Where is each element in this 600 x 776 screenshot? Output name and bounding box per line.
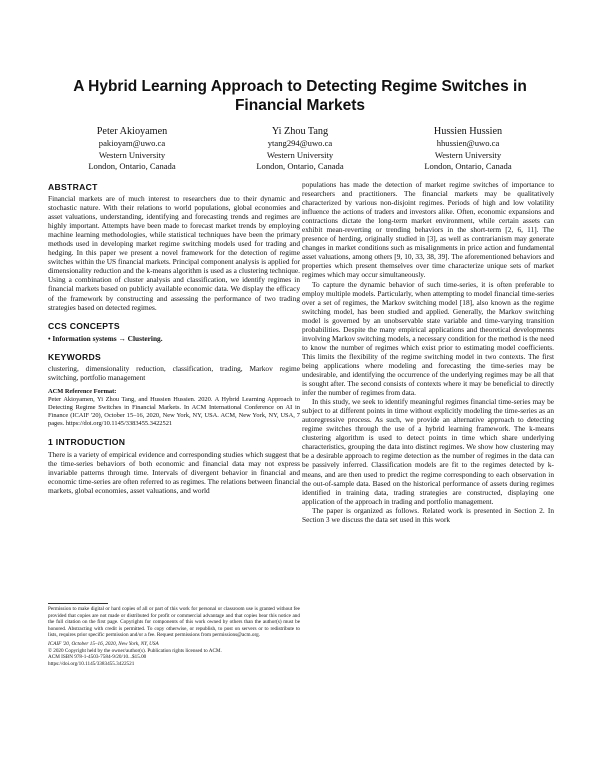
author-email: pakioyam@uwo.ca [98, 138, 166, 148]
ccs-heading: CCS CONCEPTS [48, 320, 120, 331]
intro-paragraph-1: populations has made the detection of market regime switches of importance to researchers and practitioners. The financial markets may be qualitatively characterized by various non-disjoint regimes. Periods of high and low volatility influence the actions of traders and investors alike. Often, economic expansions and contractions dictate the long-term market environment, while certain assets can exhibit mean-reverting or trending behaviors in the short-term [2, 6, 11]. The presence of herding, originally studied in [3], as well as contrarianism may generate changes in market conditions such as misalignments in price action and fundamental asset valuations, among others [9, 10, 33, 38, 39]. The aforementioned behaviors and properties which present themselves over time characterize unique sets of market regimes which may occur simultaneously. [302, 180, 554, 280]
author-name: Yi Zhou Tang [271, 126, 329, 137]
author-block [48, 125, 552, 173]
reference-format-text: Peter Akioyamen, Yi Zhou Tang, and Hussien Hussien. 2020. A Hybrid Learning Approach to Detecting Regime Switches in Financial Markets. In ACM International Conference on AI in Finance (ICAIF '20), October 15–16, 2020, New York, NY, USA. ACM, New York, NY, USA, 7 pages. https://doi.org/10.1145/3383455.3422521 [48, 395, 300, 427]
keywords-text: clustering, dimensionality reduction, classification, trading, Markov regime switching, portfolio management [48, 363, 300, 382]
left-column [48, 182, 300, 495]
intro-heading: 1 INTRODUCTION [48, 436, 126, 447]
author-name: Peter Akioyamen [96, 126, 168, 137]
footnote [48, 606, 300, 667]
doi-line: https://doi.org/10.1145/3383455.3422521 [48, 660, 135, 667]
author-affiliation: Western University [98, 149, 166, 160]
author-email: ytang294@uwo.ca [267, 138, 333, 148]
conference-line: ICAIF '20, October 15–16, 2020, New York, NY, USA [48, 640, 159, 647]
author-affiliation: Western University [434, 149, 502, 160]
author-3 [384, 125, 552, 173]
reference-format-heading: ACM Reference Format: [48, 387, 117, 395]
abstract-heading: ABSTRACT [48, 182, 98, 192]
permission-notice: Permission to make digital or hard copies of all or part of this work for personal or classroom use is granted without fee provided that copies are not made or distributed for profit or commercial advantage and that copies bear this notice and the full citation on the first page. Copyrights for components of this work owned by others than the author(s) must be honored. Abstracting with credit is permitted. To copy otherwise, or republish, to post on servers or to redistribute to lists, requires prior specific permission and/or a fee. Request permissions from permissions@acm.org. [48, 606, 300, 639]
isbn-line: ACM ISBN 978-1-4503-7584-9/20/10...$15.00 [48, 654, 147, 661]
author-location: London, Ontario, Canada [256, 161, 344, 171]
author-location: London, Ontario, Canada [424, 161, 512, 171]
footnote-rule [48, 603, 108, 604]
intro-paragraph-4: The paper is organized as follows. Related work is presented in Section 2. In Section 3 we discuss the data set used in this work [302, 505, 554, 524]
author-affiliation: Western University [266, 149, 334, 160]
author-name: Hussien Hussien [433, 126, 503, 137]
copyright-line: © 2020 Copyright held by the owner/author(s). Publication rights licensed to ACM. [48, 647, 222, 654]
author-2 [216, 125, 384, 173]
intro-left-text: There is a variety of empirical evidence and corresponding studies which suggest that the time-series behaviors of both economic and financial data may not express invariable patterns through time. Intervals of divergent behavior in financial and economic time-series are often referred to as regimes. The relations between financial markets, global economies, asset valuations, and world [48, 449, 300, 495]
abstract-text: Financial markets are of much interest to researchers due to their dynamic and stochastic nature. With their relations to world populations, global economies and asset valuations, understanding, identifying and forecasting trends and regimes are highly important. Attempts have been made to forecast market trends by employing machine learning methodologies, while statistical techniques have been the primary methods used in developing market regime switching models used for trading and hedging. In this paper we present a novel framework for the detection of regime switches within the US financial markets. Principal component analysis is applied for dimensionality reduction and the k-means algorithm is used as a clustering technique. Using a combination of cluster analysis and classification, we identify regimes in financial markets based on publicly available economic data. We display the efficacy of the framework by constructing and assessing the performance of two trading strategies based on detected regimes. [48, 194, 300, 312]
ccs-item: • Information systems → Clustering. [48, 333, 163, 343]
intro-paragraph-2: To capture the dynamic behavior of such time-series, it is often preferable to employ multiple models. Particularly, when attempting to model financial time-series over a set of regimes, the Markov switching model [18], also known as the regime switching model, has been studied and applied. Generally, the Markov switching model is governed by an unobservable state variable and time-varying transition probabilities. Despite the many empirical applications and theoretical developments involving Markov switching models, a necessary condition for the method is the need to know the number of regimes which exist prior to estimating model coefficients. This limits the flexibility of the regime switching model in two contexts. The first being applications where modeling and forecasting the time-series may be undesirable, and identifying the occurrence of the underlying regimes may be all that is sought after. The second consists of contexts where it may be beneficial to directly infer the number of regimes from data. [302, 279, 554, 398]
paper-title: A Hybrid Learning Approach to Detecting Regime Switches in Financial Markets [73, 78, 527, 114]
intro-paragraph-3: In this study, we seek to identify meaningful regimes financial time-series may be subject to at different points in time without explicitly modeling the time-series as an autoregressive process. As such, we provide an alternative approach to detecting regime switches through the use of a hybrid learning framework. The k-means clustering algorithm is used to detect points in time which share underlying characteristics, grouping the data into distinct regimes. We show how clustering may be a desirable approach to regime detection as the number of regimes in the data can be passively inferred. Classification models are fit to the regimes detected by k-means, and are then used to predict the regime corresponding to each observation in the out-of-sample data. Based on the historical performance of assets during regimes identified in training data, trading strategies are constructed, displaying one application of the approach in trading and portfolio management. [302, 397, 554, 506]
keywords-heading: KEYWORDS [48, 351, 102, 362]
right-column [302, 180, 554, 524]
author-email: hhussien@uwo.ca [436, 138, 500, 148]
author-1 [48, 125, 216, 173]
author-location: London, Ontario, Canada [88, 161, 176, 171]
